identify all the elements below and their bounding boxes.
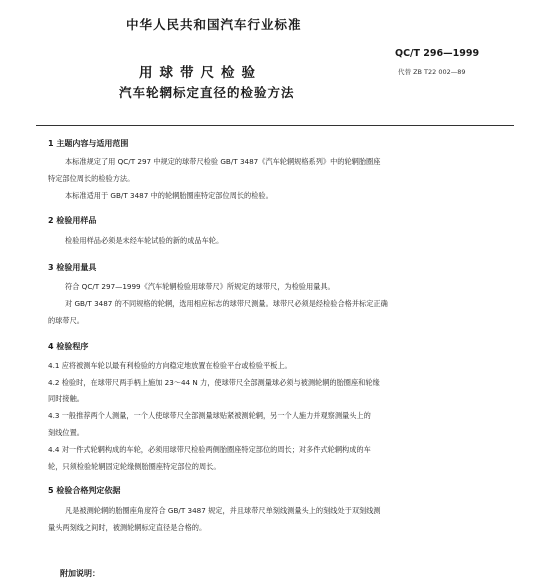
section-4-line-3: 同时接触。 [48, 394, 84, 403]
section-3-line-1: 符合 QC/T 297—1999《汽车轮辋检验用球带尺》所规定的球带尺，为检验用量具。 [65, 282, 335, 291]
section-5-line-1: 凡是被测轮辋的胎圈座角度符合 GB/T 3487 规定，并且球带尺单刻线测量头上的刻线处于双刻线测 [65, 506, 381, 515]
section-5-line-2: 量头两刻线之间时，被测轮辋标定直径是合格的。 [48, 523, 207, 532]
section-heading-5: 5 检验合格判定依据 [48, 486, 121, 495]
standard-number: QC/T 296—1999 [395, 48, 480, 59]
section-3-line-3: 的球带尺。 [48, 316, 84, 325]
additional-notes-label: 附加说明： [60, 569, 100, 578]
section-1-line-1: 本标准规定了用 QC/T 297 中规定的球带尺检验 GB/T 3487《汽车轮辋规格系列》中的轮辋胎圈座 [65, 157, 381, 166]
header-divider [36, 125, 514, 126]
section-3-line-2: 对 GB/T 3487 的不同规格的轮辋，选用相应标志的球带尺测量。球带尺必须是经检验合格并标定正确 [65, 299, 388, 308]
section-heading-1: 1 主题内容与适用范围 [48, 139, 129, 148]
section-4-line-2: 4.2 检验时，在球带尺两手柄上施加 23～44 N 力，使球带尺全部测量球必须与被测轮辋的胎圈座和轮缘 [48, 378, 380, 387]
document-subtitle: 汽车轮辋标定直径的检验方法 [119, 85, 295, 100]
section-2-line-1: 检验用样品必须是未经车轮试验的新的成品车轮。 [65, 236, 224, 245]
section-heading-3: 3 检验用量具 [48, 263, 97, 272]
section-4-line-7: 轮，只须检验轮辋固定轮缘侧胎圈座特定部位的周长。 [48, 462, 221, 471]
section-1-line-2: 特定部位周长的检验方法。 [48, 174, 135, 183]
section-4-line-4: 4.3 一般推荐两个人测量，一个人使球带尺全部测量球贴紧被测轮辋，另一个人施力并观察测量头上的 [48, 411, 371, 420]
industry-standard-heading: 中华人民共和国汽车行业标准 [126, 17, 302, 32]
document-title: 用球带尺检验 [139, 65, 262, 81]
section-4-line-1: 4.1 应将被测车轮以最有利检验的方向稳定地放置在检验平台或检验平板上。 [48, 361, 292, 370]
section-heading-2: 2 检验用样品 [48, 216, 97, 225]
section-4-line-5: 刻线位置。 [48, 428, 84, 437]
replaces-standard-code: 代替 ZB T22 002—89 [398, 68, 466, 76]
section-heading-4: 4 检验程序 [48, 342, 89, 351]
section-4-line-6: 4.4 对一件式轮辋构成的车轮，必须用球带尺检验两侧胎圈座特定部位的周长；对多件式轮辋构成的车 [48, 445, 371, 454]
section-1-line-3: 本标准适用于 GB/T 3487 中的轮辋胎圈座特定部位周长的检验。 [65, 191, 273, 200]
